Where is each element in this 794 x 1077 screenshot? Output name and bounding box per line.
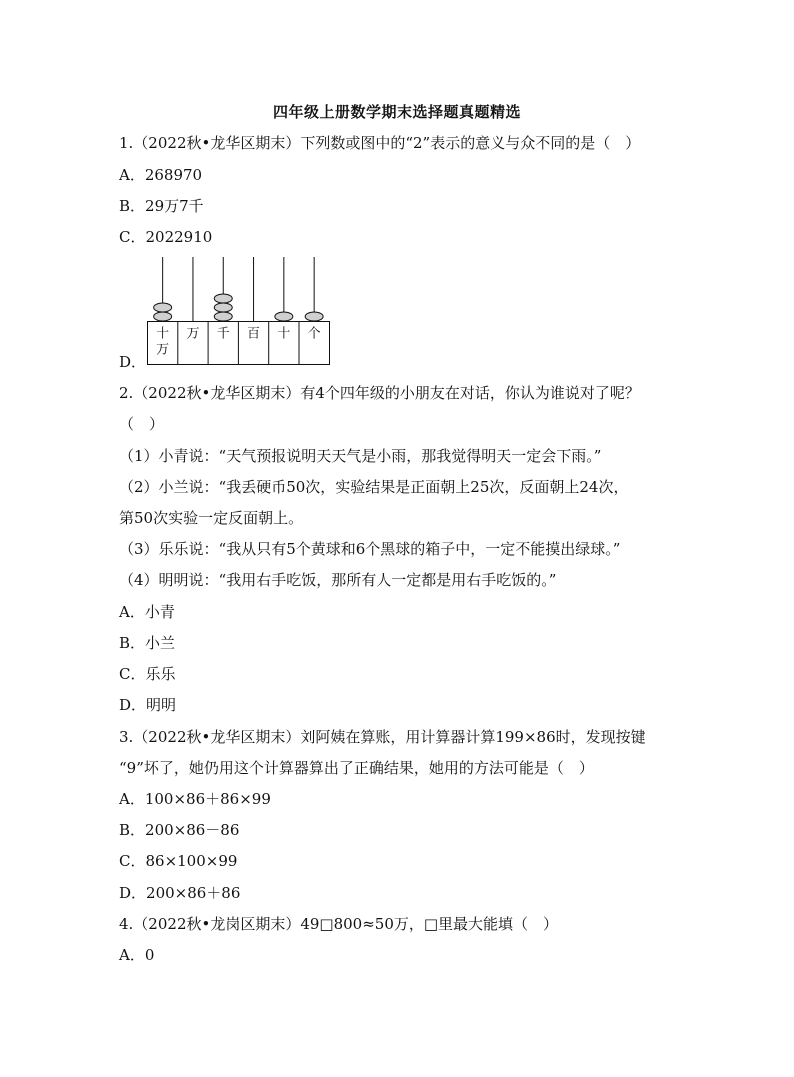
q1-option-a: A．268970 (119, 166, 203, 184)
q2-option-c: C．乐乐 (119, 665, 176, 683)
q2-option-d: D．明明 (119, 696, 177, 714)
q4-option-a: A．0 (119, 946, 155, 964)
abacus-bead (275, 312, 293, 321)
q2-statement-3: （3）乐乐说：“我从只有5个黄球和6个黑球的箱子中，一定不能摸出绿球。” (119, 540, 621, 558)
abacus-column-label: 十万 (156, 326, 170, 358)
abacus-bead (214, 312, 232, 321)
abacus-bead (154, 303, 172, 312)
q3-stem-line2: “9”坏了，她仍用这个计算器算出了正确结果，她用的方法可能是（ ） (119, 759, 594, 777)
q2-statement-2-line1: （2）小兰说：“我丢硬币50次，实验结果是正面朝上25次，反面朝上24次， (119, 478, 629, 496)
abacus-figure (147, 255, 332, 367)
q1-option-d: D． (119, 353, 147, 371)
abacus-bead (154, 312, 172, 321)
q4-stem: 4.（2022秋•龙岗区期末）49□800≈50万，□里最大能填（ ） (119, 915, 559, 933)
q1-stem: 1.（2022秋•龙华区期末）下列数或图中的“2”表示的意义与众不同的是（ ） (119, 134, 641, 152)
q1-option-b: B．29万7千 (119, 197, 204, 215)
q3-option-b: B．200×86－86 (119, 821, 240, 839)
q2-option-b: B．小兰 (119, 634, 176, 652)
abacus-column-label: 万 (186, 326, 200, 342)
q2-statement-1: （1）小青说：“天气预报说明天天气是小雨，那我觉得明天一定会下雨。” (119, 447, 602, 465)
q3-option-c: C．86×100×99 (119, 852, 238, 870)
q2-stem-line2: （ ） (119, 415, 165, 433)
abacus-column-label: 百 (247, 326, 261, 342)
q3-stem-line1: 3.（2022秋•龙华区期末）刘阿姨在算账，用计算器计算199×86时，发现按键 (119, 728, 646, 746)
q2-stem-line1: 2.（2022秋•龙华区期末）有4个四年级的小朋友在对话，你认为谁说对了呢？ (119, 384, 640, 402)
abacus-bead (214, 303, 232, 312)
q3-option-d: D．200×86＋86 (119, 884, 241, 902)
q2-statement-2-line2: 第50次实验一定反面朝上。 (119, 509, 304, 527)
abacus-bead (214, 294, 232, 303)
q3-option-a: A．100×86＋86×99 (119, 790, 271, 808)
abacus-column-label: 十 (277, 326, 291, 342)
q1-option-c: C．2022910 (119, 228, 213, 246)
abacus-column-label: 个 (307, 326, 321, 342)
q2-statement-4: （4）明明说：“我用右手吃饭，那所有人一定都是用右手吃饭的。” (119, 571, 557, 589)
q2-option-a: A．小青 (119, 603, 175, 621)
abacus-column-label: 千 (216, 326, 230, 342)
abacus-bead (305, 312, 323, 321)
page-title: 四年级上册数学期末选择题真题精选 (272, 103, 521, 121)
